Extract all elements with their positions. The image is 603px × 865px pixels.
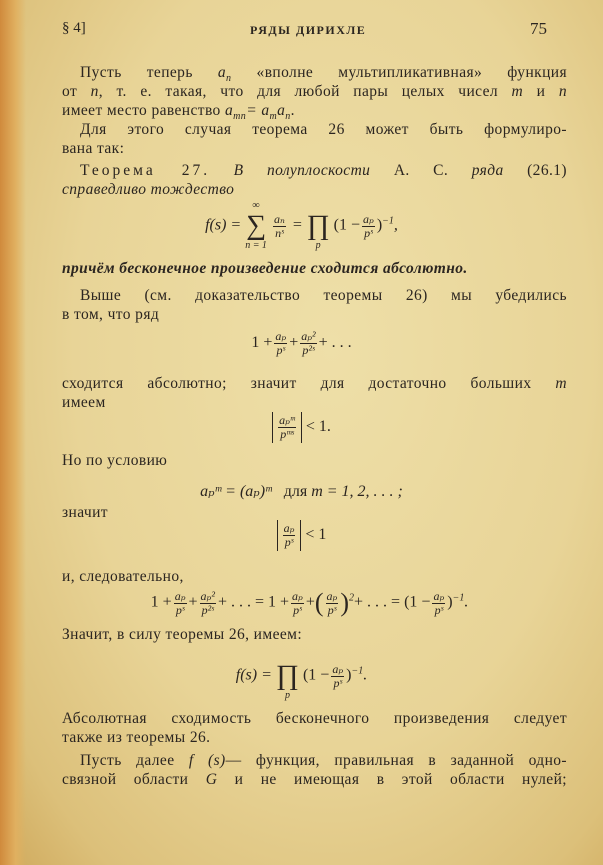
theorem-heading: Теорема 27. В полуплоскости А. С. ряда (26.1) (80, 162, 567, 179)
text-line: Для этого случая теорема 26 может быть формулиро- (80, 121, 567, 138)
formula-inequality-2: $\frac{\text{aₚ}}{\text{pˢ}}$ < 1 (0, 520, 603, 551)
running-title: РЯДЫ ДИРИХЛЕ (250, 23, 367, 37)
text-line: имеем (62, 394, 106, 411)
text-line: и, следовательно, (62, 568, 184, 585)
formula-inequality-1: $\frac{\text{aₚᵐ}}{\text{pᵐˢ}}$ < 1. (0, 412, 603, 443)
section-number: § 4] (62, 20, 86, 36)
text-line: в том, что ряд (62, 306, 160, 323)
page-number: 75 (530, 19, 547, 38)
formula-condition: aₚᵐ = (aₚ)ᵐ для m = 1, 2, . . . ; (200, 483, 403, 500)
theorem-conclusion: причём бесконечное произведение сходится абсолютно. (62, 260, 468, 277)
text-line: значит (62, 504, 108, 521)
text-line: от n, т. е. такая, что для любой пары целых чисел m и n (62, 83, 567, 100)
text-line: Значит, в силу теоремы 26, имеем: (62, 626, 303, 643)
text-line: связной области G и не имеющая в этой области нулей; (62, 771, 567, 788)
text-line: имеет место равенство $a_{mn}= a_ma_n$. (62, 102, 295, 123)
formula-product: f(s) = ∏ p (1 − $\frac{\text{aₚ}}{\text{pˢ}}$ )$^{-1}$. (235, 660, 368, 701)
text-line: справедливо тождество (62, 181, 235, 198)
text-line: сходится абсолютно; значит для достаточно больших m (62, 375, 567, 392)
formula-euler-product: f(s) = ∞ ∑ n = 1 $\frac{\text{aₙ}}{\text{nˢ}}$ = ∏ p (1 − $\frac{\text{aₚ}}{\text{pˢ}}$ )$^{-1}$, (205, 200, 398, 251)
formula-geometric-series: 1 + $\frac{\text{aₚ}}{\text{pˢ}}$ + $\frac{\text{aₚ²}}{\text{p²ˢ}}$ + . . . = 1 + $\frac{\text{aₚ}}{\text{pˢ}}$ +( $\frac{\text{aₚ}}{\text{pˢ}}$ )$^2$+ . . . = (1 − $\frac{\text{aₚ}}{\text{pˢ}}$ )$^{-1}$. (150, 588, 469, 617)
text-line: Абсолютная сходимость бесконечного произведения следует (62, 710, 567, 727)
text-line: вана так: (62, 140, 125, 157)
text-line: Выше (см. доказательство теоремы 26) мы убедились (80, 287, 567, 304)
formula-series: 1 + $\frac{\text{aₚ}}{\text{pˢ}}$ + $\frac{\text{aₚ²}}{\text{p²ˢ}}$ + . . . (251, 329, 352, 357)
text-line: Но по условию (62, 452, 168, 469)
text-line: Пусть теперь $a_n$ «вполне мультипликативная» функция (80, 64, 567, 85)
text-line: также из теоремы 26. (62, 729, 211, 746)
text-line: Пусть далее f (s)— функция, правильная в заданной одно- (80, 752, 567, 769)
